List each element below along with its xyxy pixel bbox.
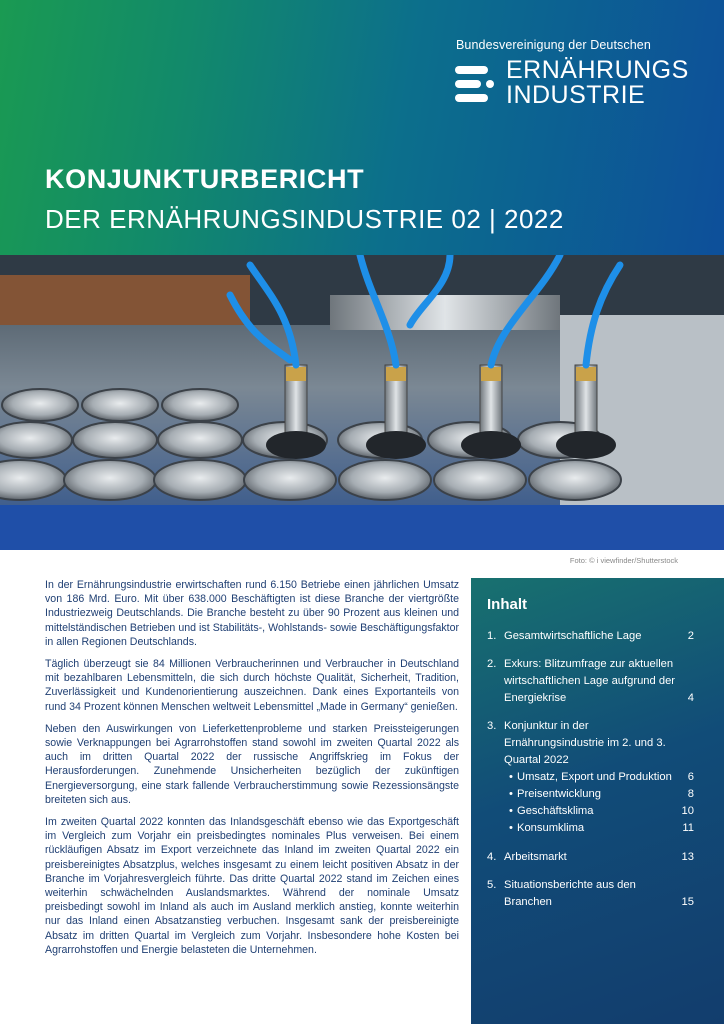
toc-subitem-3[interactable] <box>509 803 709 820</box>
toc-page-number: 13 <box>681 851 694 863</box>
logo-wordmark <box>506 58 689 108</box>
photo-credit: Foto: © i viewfinder/Shutterstock <box>569 556 678 565</box>
toc-item-1[interactable] <box>487 628 709 645</box>
intro-text <box>45 578 459 965</box>
toc-list <box>487 628 709 922</box>
toc-page-number: 15 <box>681 896 694 908</box>
toc-page-number: 2 <box>687 630 694 642</box>
toc-sublabel: Konsumklima <box>517 822 585 834</box>
bullet-icon: • <box>509 788 513 800</box>
toc-page-number: 10 <box>681 805 694 817</box>
toc-sublabel: Geschäftsklima <box>517 805 594 817</box>
toc-label: Konjunktur in der Ernährungsindustrie im 2. und 3. Quartal 2022 <box>504 720 666 766</box>
toc-page-number: 11 <box>682 822 694 834</box>
toc-number: 4. <box>487 851 497 863</box>
toc-subitem-2[interactable] <box>509 786 709 803</box>
paragraph-3: Neben den Auswirkungen von Lieferkettenprobleme und starken Preissteigerungen sowie Verknappungen bei Agrarrohstoffen stand sowohl im zweiten Quartal 2022 als auch im dritten Quartal 2022 der russische Angriffskrieg im Fokus der Herausforderungen. Zunehmende Unsicherheiten bezüglich der zukünftigen Energieversorgung, eine stark fallende Verbraucherstimmung sowie Rezessionsängste breiteten sich aus. <box>45 722 459 806</box>
toc-sublabel: Preisentwicklung <box>517 788 601 800</box>
logo-line-1: ERNÄHRUNGS <box>506 56 689 84</box>
toc-number: 5. <box>487 879 497 891</box>
toc-label: Exkurs: Blitzumfrage zur aktuellen wirtschaftlichen Lage aufgrund der Energiekrise <box>504 658 676 704</box>
toc-number: 2. <box>487 658 497 670</box>
toc-label: Situationsberichte aus den Branchen <box>504 879 636 908</box>
toc-item-3[interactable] <box>487 718 709 769</box>
paragraph-2: Täglich überzeugt sie 84 Millionen Verbraucherinnen und Verbraucher in Deutschland mit bezahlbaren Lebensmitteln, die sich durch höchste Qualität, Sicherheit, Tradition, Zuverlässigkeit und Kundenorientierung auszeichnen. Dank eines Exportanteils von rund 34 Prozent können Menschen weltweit Lebensmittel „Made in Germany“ genießen. <box>45 658 459 713</box>
toc-number: 1. <box>487 630 497 642</box>
table-of-contents <box>471 578 724 1024</box>
toc-label: Gesamtwirtschaftliche Lage <box>504 630 642 642</box>
report-title: KONJUNKTURBERICHT <box>45 164 365 194</box>
organization-line: Bundesvereinigung der Deutschen <box>456 38 651 52</box>
toc-subitem-4[interactable] <box>509 820 709 837</box>
toc-page-number: 4 <box>687 692 694 704</box>
toc-item-4[interactable] <box>487 849 709 866</box>
toc-item-2[interactable] <box>487 656 709 707</box>
cover-photo <box>0 255 724 550</box>
toc-title: Inhalt <box>487 596 527 613</box>
toc-item-5[interactable] <box>487 877 709 911</box>
logo-line-2: INDUSTRIE <box>506 81 646 109</box>
toc-number: 3. <box>487 720 497 732</box>
toc-sublabel: Umsatz, Export und Produktion <box>517 771 672 783</box>
bullet-icon: • <box>509 771 513 783</box>
bullet-icon: • <box>509 805 513 817</box>
paragraph-4: Im zweiten Quartal 2022 konnten das Inlandsgeschäft ebenso wie das Exportgeschäft im Vergleich zum Vorjahr ein preisbedingtes nominales Plus verweisen. Bei einem rückläufigen Absatz im Export verzeichnete das Inland im zweiten Quartal 2022 ein preisbereinigtes Absatzplus, welches insgesamt zu einem leicht positiven Absatz in der Branche im Vorjahresvergleich führte. Das dritte Quartal 2022 stand im Zeichen eines weiterhin schwächelnden Auslandsmarktes. Während der nominale Umsatz preisbedingt sowohl im Inland als auch im Ausland merklich anstieg, konnte weiterhin nur das Inland einen Absatzanstieg verbuchen. Insgesamt sank der preisbereinigte Absatz im dritten Quartal im Vergleich zum Vorjahr. Insbesondere hohe Kosten bei Agrarrohstoffen und Energie belasteten die Unternehmen. <box>45 816 459 956</box>
toc-subitem-1[interactable] <box>509 769 709 786</box>
report-subtitle: DER ERNÄHRUNGSINDUSTRIE 02 | 2022 <box>45 204 564 234</box>
header-banner <box>0 0 724 255</box>
logo-icon <box>455 62 495 106</box>
toc-page-number: 8 <box>687 788 694 800</box>
toc-page-number: 6 <box>687 771 694 783</box>
paragraph-1: In der Ernährungsindustrie erwirtschaften rund 6.150 Betriebe einen jährlichen Umsatz von 186 Mrd. Euro. Mit über 638.000 Beschäftigten ist diese Branche der viertgrößte Industriezweig Deutschlands. Die Branche besteht zu über 90 Prozent aus kleinen und mittelständischen Betrieben und ist Stabilitäts-, Wohlstands- sowie Beschäftigungsfaktor in allen Regionen Deutschlands. <box>45 579 459 648</box>
bullet-icon: • <box>509 822 513 834</box>
toc-label: Arbeitsmarkt <box>504 851 567 863</box>
